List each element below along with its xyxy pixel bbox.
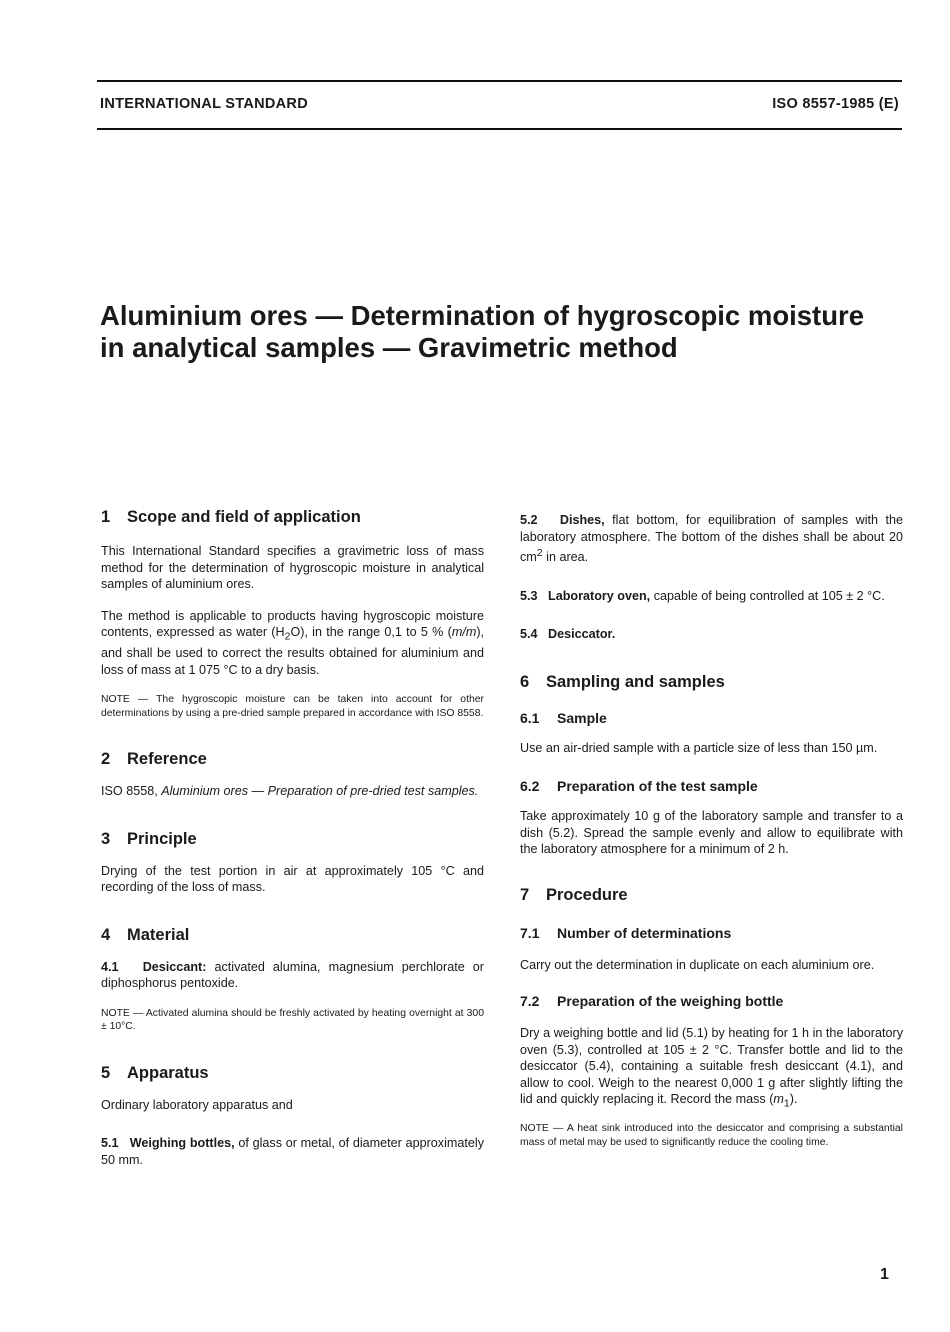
section-1-heading: 1 Scope and field of application xyxy=(101,508,361,526)
page-number: 1 xyxy=(880,1266,889,1283)
section-5-intro: Ordinary laboratory apparatus and xyxy=(101,1097,293,1112)
section-1-note: NOTE — The hygroscopic moisture can be taken into account for other determinations by using a pre-dried sample prepared in accordance with ISO 8558. xyxy=(101,694,484,719)
section-7-2-heading: 7.2 Preparation of the weighing bottle xyxy=(520,993,784,1010)
section-2-reference: ISO 8558, Aluminium ores — Preparation of pre-dried test samples. xyxy=(101,784,479,799)
left-column xyxy=(101,508,484,1168)
section-6-1-heading: 6.1 Sample xyxy=(520,709,607,726)
title-line-2: in analytical samples — Gravimetric method xyxy=(100,332,678,363)
section-5-3-laboratory-oven: 5.3 Laboratory oven, capable of being controlled at 105 ± 2 °C. xyxy=(520,588,885,603)
section-6-heading: 6 Sampling and samples xyxy=(520,672,725,691)
header-standard-number: ISO 8557-1985 (E) xyxy=(772,96,899,112)
section-5-1-weighing-bottles: 5.1 Weighing bottles, of glass or metal, of diameter approximately 50 mm. xyxy=(101,1136,484,1167)
section-7-2-note: NOTE — A heat sink introduced into the desiccator and comprising a substantial mass of metal may be used to significantly reduce the cooling time. xyxy=(520,1123,903,1148)
title-line-1: Aluminium ores — Determination of hygroscopic moisture xyxy=(100,300,864,331)
section-7-2-paragraph: Dry a weighing bottle and lid (5.1) by heating for 1 h in the laboratory oven (5.3), controlled at 105 ± 2 °C. Transfer bottle and lid to the desiccator (5.4), containing a suitable fresh desiccant (4.1), and allow to cool. Weigh to the nearest 0,000 1 g after slightly lifting the lid and quickly replacing it. Record the mass $(m_1)$. xyxy=(520,1026,903,1110)
section-6-1-paragraph: Use an air-dried sample with a particle size of less than 150 µm. xyxy=(520,740,878,755)
section-5-heading: 5 Apparatus xyxy=(101,1063,209,1082)
right-column xyxy=(520,512,903,1149)
section-7-1-paragraph: Carry out the determination in duplicate on each aluminium ore. xyxy=(520,957,875,972)
section-7-heading: 7 Procedure xyxy=(520,885,628,904)
document-title xyxy=(100,300,920,364)
section-1-paragraph-1: This International Standard specifies a gravimetric loss of mass method for the determination of hygroscopic moisture in analytical samples of aluminium ores. xyxy=(101,544,484,591)
section-4-heading: 4 Material xyxy=(101,925,190,944)
section-3-paragraph: Drying of the test portion in air at approximately 105 °C and recording of the loss of mass. xyxy=(101,863,484,895)
section-4-1-desiccant: 4.1 Desiccant: activated alumina, magnesium perchlorate or diphosphorus pentoxide. xyxy=(101,959,485,991)
section-2-heading: 2 Reference xyxy=(101,750,207,769)
section-3-heading: 3 Principle xyxy=(101,829,197,848)
section-1-paragraph-2: The method is applicable to products having hygroscopic moisture contents, expressed as water $(H_2O)$, in the range 0,1 to 5 % (m/m), and shall be used to correct the results obtained for aluminium and loss of mass at 1 075 °C to a dry basis. xyxy=(101,608,485,677)
section-6-2-paragraph: Take approximately 10 g of the laboratory sample and transfer to a dish (5.2). Spread the sample evenly and allow to equilibrate with the laboratory atmosphere for a minimum of 2 h. xyxy=(520,809,903,857)
section-6-2-heading: 6.2 Preparation of the test sample xyxy=(520,778,758,795)
header-bottom-rule xyxy=(97,128,902,130)
section-5-4-desiccator: 5.4 Desiccator. xyxy=(520,627,616,642)
header-standard-type: INTERNATIONAL STANDARD xyxy=(100,96,308,112)
header-top-rule xyxy=(97,80,902,82)
section-7-1-heading: 7.1 Number of determinations xyxy=(520,924,732,941)
section-5-2-dishes: 5.2 Dishes, flat bottom, for equilibration of samples with the laboratory atmosphere. The bottom of the dishes shall be about 20 $cm^2$ in area. xyxy=(520,513,904,565)
section-4-note: NOTE — Activated alumina should be freshly activated by heating overnight at 300 ± 10°C. xyxy=(101,1007,484,1033)
